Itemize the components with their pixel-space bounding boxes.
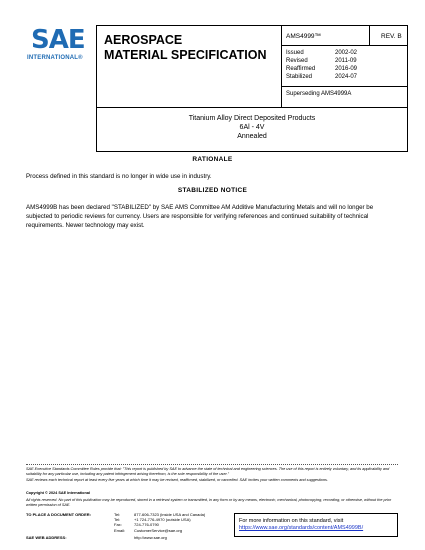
footer-rights-reserved: All rights reserved. No part of this publication may be reproduced, stored in a retrieval system or transmitted, in any form or by any means, electronic, mechanical, photocopying, recording, or otherwise, without the prior written permission of SAE. [26,498,392,507]
footer-review-notice: SAE reviews each technical report at least every five years at which time it may be revised, reaffirmed, stabilized, or cancelled. SAE invites your written comments and suggestions. [26,478,328,482]
date-row-revised [286,58,401,66]
web-address-link[interactable]: http://www.sae.org [134,535,167,540]
title-cell [97,26,282,107]
standard-url-link[interactable]: https://www.sae.org/standards/content/AMS4999B/ [239,525,364,531]
order-email-link[interactable]: CustomerService@sae.org [134,527,183,533]
more-info-box [234,513,398,537]
rationale-text: Process defined in this standard is no longer in wide use in industry. [26,173,212,180]
stabilized-notice-heading: STABILIZED NOTICE [177,187,248,194]
logo-letters: SAE [31,25,85,55]
order-value: 877-606-7323 (inside USA and Canada) [134,512,206,517]
superseding-divider [282,86,407,87]
order-key: Tel: [114,517,121,523]
web-address-heading: SAE WEB ADDRESS: [26,535,67,540]
footer-committee-rules: SAE Executive Standards Committee Rules provide that: "This report is published by SAE to advance the state of technical and engineering sciences. The use of this report is entirely voluntary, and its applicability and suitability for any particular use, including any patent infringement arising therefrom, is the sole responsibility of the user." [26,467,390,476]
title-line-2: MATERIAL SPECIFICATION [104,48,267,62]
date-row-stabilized [286,74,401,82]
logo-subtitle: INTERNATIONAL® [27,55,83,61]
more-info-text: For more information on this standard, visit [239,518,344,524]
stabilized-notice-text: AMS4999B has been declared "STABILIZED" by SAE AMS Committee AM Additive Manufacturing Metals and will no longer be subjected to periodic reviews for currency. Users are responsible for verifying references and continued suitability of technical requirements. Newer technology may exist. [26,204,374,229]
date-label: Stabilized [286,74,313,80]
date-value: 2016-09 [335,66,358,72]
date-row-reaffirmed [286,66,401,74]
rationale-heading: RATIONALE [192,156,233,163]
product-line-2: 6Al - 4V [239,124,265,131]
product-title-box [96,108,408,152]
footer-divider [26,464,398,465]
document-number: AMS4999™ [282,26,370,46]
spec-header-table [96,25,408,108]
product-line-1: Titanium Alloy Direct Deposited Products [188,115,316,122]
order-key: Email: [114,527,126,533]
date-value: 2024-07 [335,74,358,80]
superseding-note: Superseding AMS4999A [286,91,352,97]
order-key: Tel: [114,512,121,517]
date-value: 2002-02 [335,50,358,56]
date-label: Revised [286,58,308,64]
footer-copyright: Copyright © 2024 SAE International [26,491,90,495]
date-label: Issued [286,50,304,56]
order-value: +1 724-776-4970 (outside USA) [134,517,191,523]
order-value: 724-776-0790 [134,522,159,528]
date-value: 2011-09 [335,58,357,64]
order-heading: TO PLACE A DOCUMENT ORDER: [26,512,91,517]
title-line-1: AEROSPACE [104,33,183,47]
product-line-3: Annealed [237,133,267,140]
sae-logo [27,27,89,67]
date-row-issued [286,50,401,58]
dates-block [282,46,407,107]
date-label: Reaffirmed [286,66,316,72]
order-key: Fax: [114,522,122,528]
revision-label: REV. B [370,26,407,46]
